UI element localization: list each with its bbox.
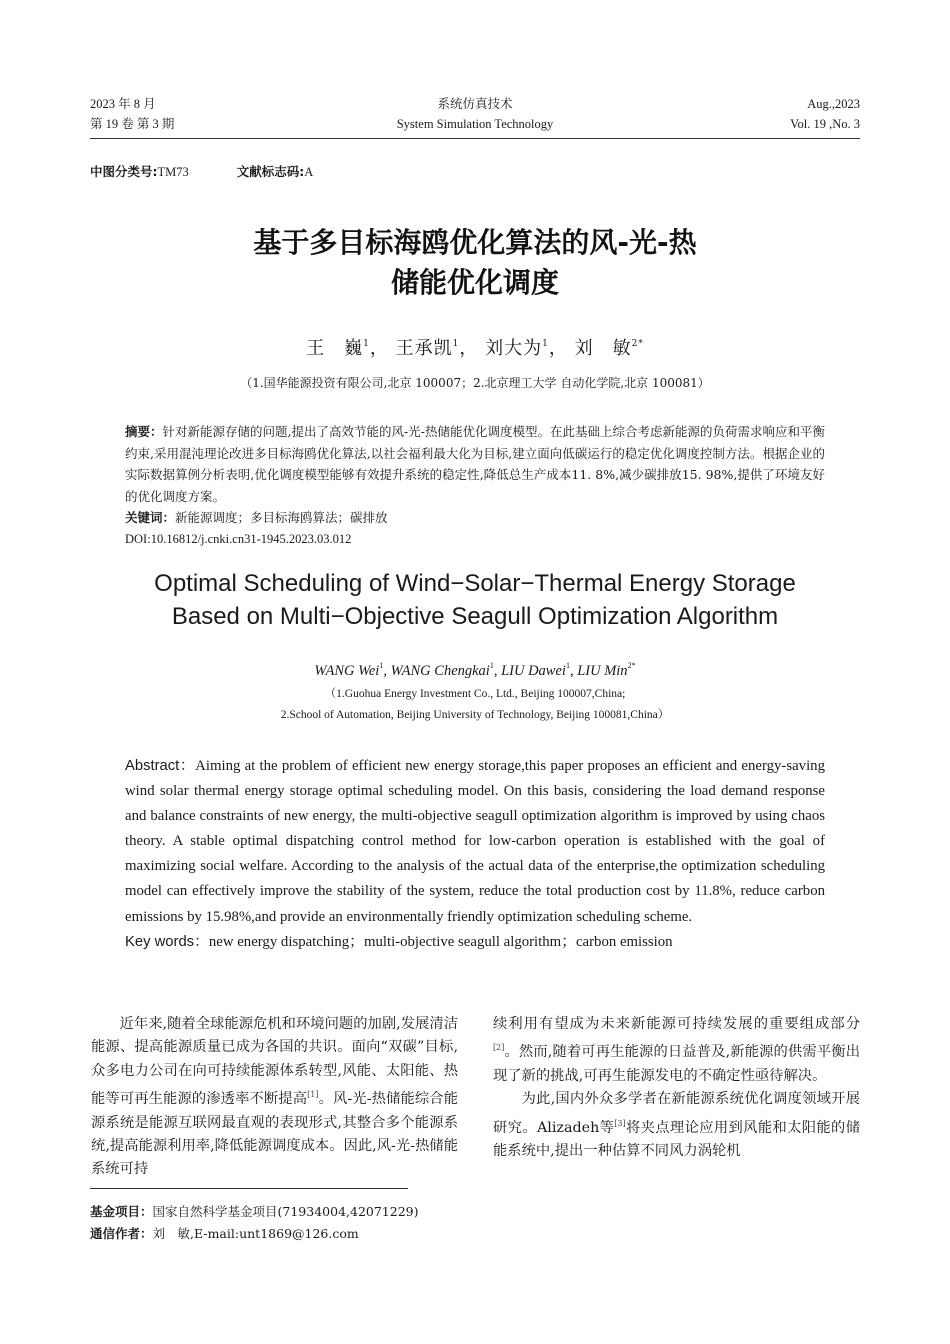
- footnote: [90, 1201, 419, 1245]
- header-center: [325, 94, 625, 134]
- doc-code-value: A: [304, 165, 314, 179]
- keywords-en-label: Key words：: [125, 933, 209, 950]
- title-zh: [0, 223, 950, 303]
- author-zh: 刘 敏$^{2*}$: [574, 338, 644, 359]
- keywords-en: [125, 930, 825, 955]
- citation-ref[interactable]: [1]: [307, 1090, 319, 1100]
- clc-value: TM73: [157, 165, 189, 179]
- header-date: 2023 年 8 月: [90, 97, 156, 111]
- title-en-line1: Optimal Scheduling of Wind−Solar−Thermal Energy Storage: [154, 570, 796, 597]
- abstract-en: [125, 754, 825, 955]
- authors-zh: [0, 334, 950, 360]
- affiliation-zh: （1.国华能源投资有限公司,北京 100007；2.北京理工大学 自动化学院,北京 100081）: [240, 376, 710, 390]
- abstract-zh-label: 摘要：: [125, 424, 163, 439]
- abstract-en-label: Abstract：: [125, 758, 196, 774]
- affiliation-en: [0, 684, 950, 726]
- header-right: [660, 94, 860, 134]
- doi: DOI:10.16812/j.cnki.cn31-1945.2023.03.012: [125, 531, 352, 546]
- journal-name-zh: 系统仿真技术: [437, 97, 513, 111]
- fund-text: 国家自然科学基金项目(71934004,42071229): [152, 1204, 419, 1219]
- body-right-column: [493, 1013, 860, 1163]
- header-volume-en: Vol. 19 ,No. 3: [790, 117, 860, 131]
- header-rule: [90, 138, 860, 139]
- clc-label: 中图分类号:: [90, 164, 158, 179]
- keywords-en-text: new energy dispatching；multi-objective seagull algorithm；carbon emission: [208, 933, 673, 950]
- fund-label: 基金项目：: [90, 1204, 153, 1219]
- author-en: WANG Wei$^1$,: [314, 661, 391, 679]
- title-en: [0, 567, 950, 633]
- citation-ref[interactable]: [3]: [614, 1118, 626, 1128]
- abstract-en-body: [125, 754, 825, 930]
- author-zh: 王承凯$^1$，: [395, 338, 479, 359]
- author-zh: 王 巍$^1$，: [306, 338, 389, 359]
- header-volume: 第 19 卷 第 3 期: [90, 117, 175, 131]
- author-zh: 刘大为$^1$，: [485, 338, 568, 359]
- body-paragraph: 为此,国内外众多学者在新能源系统优化调度领域开展研究。Alizadeh等[3]将夹点理论应用到风能和太阳能的储能系统中,提出一种估算不同风力涡轮机: [493, 1091, 860, 1160]
- journal-name-en: System Simulation Technology: [396, 117, 554, 131]
- corr-label: 通信作者：: [90, 1226, 153, 1241]
- abstract-zh-text: 针对新能源存储的问题,提出了高效节能的风-光-热储能优化调度模型。在此基础上综合考虑新能源的负荷需求响应和平衡约束,采用混沌理论改进多目标海鸥优化算法,以社会福利最大化为目标,建立面向低碳运行的稳定优化调度控制方法。根据企业的实际数据算例分析表明,优化调度模型能够有效提升系统的稳定性,降低总生产成本11. 8%,减少碳排放15. 98%,提供了环境友好的优化调度方案。: [125, 424, 825, 504]
- body-left-column: [91, 1013, 458, 1182]
- fund-note: [90, 1201, 419, 1223]
- title-en-line2: Based on Multi−Objective Seagull Optimization Algorithm: [171, 603, 779, 630]
- affiliation-en-line1: （1.Guohua Energy Investment Co., Ltd., Beijing 100007,China;: [324, 688, 626, 700]
- footnote-rule: [90, 1188, 408, 1189]
- author-en: WANG Chengkai$^1$,: [390, 661, 502, 679]
- keywords-zh-text: 新能源调度；多目标海鸥算法；碳排放: [175, 510, 388, 525]
- abstract-zh-body: [125, 421, 825, 507]
- title-zh-line2: 储能优化调度: [390, 266, 559, 299]
- classification: [90, 162, 313, 180]
- title-zh-line1: 基于多目标海鸥优化算法的风-光-热: [253, 226, 697, 259]
- body-paragraph: 续利用有望成为未来新能源可持续发展的重要组成部分[2]。然而,随着可再生能源的日益普及,新能源的供需平衡出现了新的挑战,可再生能源发电的不确定性亟待解决。: [493, 1016, 860, 1084]
- author-en: LIU Dawei$^1$,: [501, 661, 578, 679]
- doc-code-label: 文献标志码:: [236, 164, 305, 179]
- corresponding-author-note: [90, 1223, 419, 1245]
- citation-ref[interactable]: [2]: [493, 1043, 505, 1053]
- header-left: [90, 94, 290, 134]
- keywords-zh: [125, 507, 825, 529]
- body-paragraph: 近年来,随着全球能源危机和环境问题的加剧,发展清洁能源、提高能源质量已成为各国的共识。面向“双碳”目标,众多电力公司在向可持续能源体系转型,风能、太阳能、热能等可再生能源的渗透率不断提高[1]。风-光-热储能综合能源系统是能源互联网最直观的表现形式,其整合多个能源系统,提高能源利用率,降低能源调度成本。因此,风-光-热储能系统可持: [91, 1016, 458, 1178]
- author-en: LIU Min$^{2*}$: [577, 661, 636, 679]
- keywords-zh-label: 关键词：: [125, 510, 176, 525]
- header-date-en: Aug.,2023: [807, 97, 860, 111]
- authors-en: [0, 661, 950, 680]
- corr-text: 刘 敏,E-mail:unt1869@126.com: [152, 1226, 359, 1241]
- affiliation-en-line2: 2.School of Automation, Beijing University of Technology, Beijing 100081,China）: [280, 709, 670, 721]
- abstract-zh: [125, 421, 825, 550]
- abstract-en-text: Aiming at the problem of efficient new energy storage,this paper proposes an efficient and energy-saving wind solar thermal energy storage optimal scheduling model. On this basis, considering the load demand response and balance constraints of new energy, the multi-objective seagull optimization algorithm is improved by using chaos theory. A stable optimal dispatching control method for low-carbon operation is established with the goal of maximizing social welfare. According to the analysis of the actual data of the enterprise,the optimization scheduling model can effectively improve the stability of the system, reduce the total production cost by 11.8%, reduce carbon emissions by 15.98%,and provide an environmentally friendly optimization scheduling scheme.: [125, 758, 825, 925]
